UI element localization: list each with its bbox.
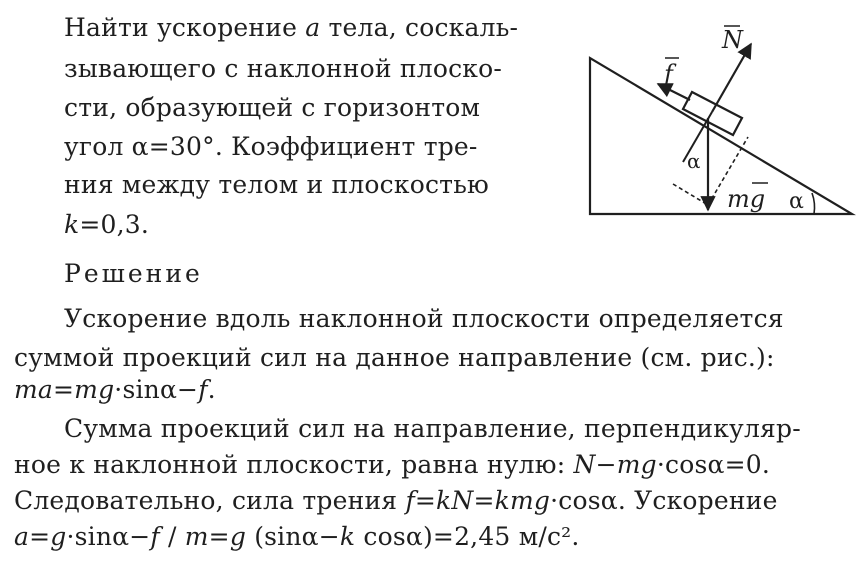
problem-line-1: Найти ускорение a тела, соскаль- (64, 13, 519, 42)
solution-line-1: Ускорение вдоль наклонной плоскости определяется (64, 304, 784, 333)
solution-line-7: a=g·sinα−f / m=g (sinα−k cosα)=2,45 м/с². (14, 522, 580, 551)
problem-line-4: угол α=30°. Коэффициент тре- (64, 132, 478, 161)
component-dashed-1 (673, 184, 708, 205)
label-f: f (664, 60, 673, 88)
solution-line-6: Следовательно, сила трения f=kN=kmg·cosα. Ускорение (14, 486, 778, 515)
solution-line-4: Сумма проекций сил на направление, перпендикуляр- (64, 414, 801, 443)
solution-line-2: суммой проекций сил на данное направление (см. рис.): (14, 343, 775, 372)
incline-triangle (590, 58, 852, 214)
solution-line-3: ma=mg·sinα−f. (14, 375, 216, 404)
problem-line-3: сти, образующей с горизонтом (64, 93, 481, 122)
label-alpha-angle: α (789, 189, 804, 214)
problem-line-6: k=0,3. (64, 210, 150, 239)
label-mg: mg (727, 185, 766, 213)
label-alpha-body: α (687, 149, 701, 173)
solution-line-5: ное к наклонной плоскости, равна нулю: N−mg·cosα=0. (14, 450, 770, 479)
problem-line-2: зывающего с наклонной плоско- (64, 54, 502, 83)
solution-heading: Решение (64, 259, 203, 288)
problem-line-5: ния между телом и плоскостью (64, 170, 489, 199)
normal-force-arrow (712, 44, 751, 112)
angle-arc (812, 193, 815, 214)
label-N: N (722, 26, 743, 54)
block (683, 92, 742, 135)
friction-arrow (658, 84, 690, 100)
